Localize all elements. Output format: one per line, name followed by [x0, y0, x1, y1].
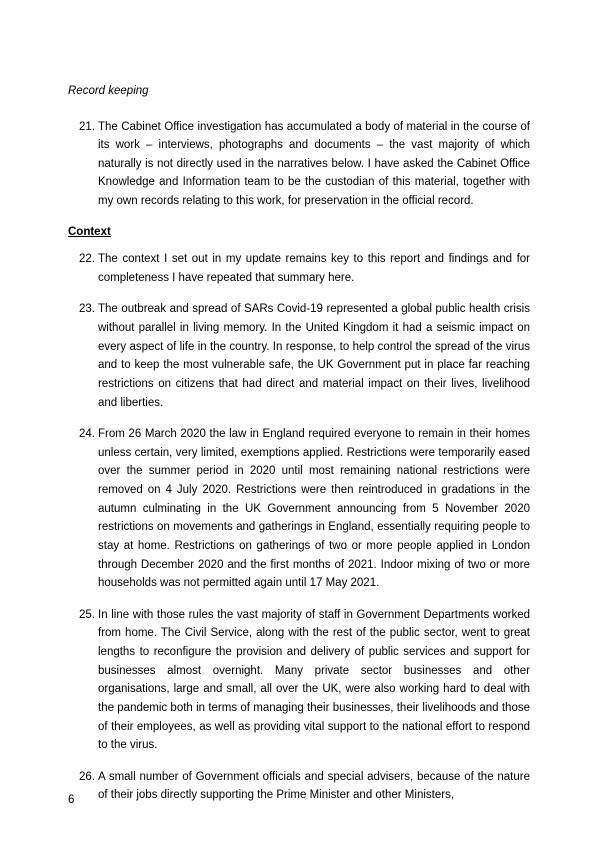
paragraph-22 — [68, 250, 530, 287]
paragraph-21-text: The Cabinet Office investigation has accumulated a body of material in the course of its work – interviews, photographs and documents – the vast majority of which naturally is not directly used in the narratives below. I have asked the Cabinet Office Knowledge and Information team to be the custodian of this material, together with my own records relating to this work, for preservation in the official record. — [98, 120, 530, 208]
paragraph-25-text: In line with those rules the vast majority of staff in Government Departments worked from home. The Civil Service, along with the rest of the public sector, went to great lengths to reconfigure the provision and delivery of public services and support for businesses almost overnight. Many private sector businesses and other organisations, large and small, all over the UK, were also working hard to deal with the pandemic both in terms of managing their businesses, their livelihoods and those of their employees, as well as providing vital support to the national effort to respond to the virus. — [98, 608, 530, 752]
paragraph-24-number: 24. — [79, 428, 95, 441]
paragraph-24 — [68, 425, 530, 593]
paragraph-23-text: The outbreak and spread of SARs Covid-19 represented a global public health crisis without parallel in living memory. In the United Kingdom it had a seismic impact on every aspect of life in the country. In response, to help control the spread of the virus and to keep the most vulnerable safe, the UK Government put in place far reaching restrictions on citizens that had direct and material impact on their lives, livelihood and liberties. — [98, 303, 530, 409]
heading-record-keeping: Record keeping — [68, 85, 149, 97]
paragraph-22-number: 22. — [79, 253, 95, 266]
paragraph-23-number: 23. — [79, 303, 95, 316]
paragraph-21-number: 21. — [79, 120, 95, 133]
paragraph-26 — [68, 768, 530, 805]
page-number: 6 — [68, 794, 75, 806]
paragraph-21 — [68, 118, 530, 211]
paragraph-25-number: 25. — [79, 608, 95, 621]
paragraph-22-text: The context I set out in my update remains key to this report and findings and for completeness I have repeated that summary here. — [98, 253, 530, 284]
paragraph-26-text: A small number of Government officials and special advisers, because of the nature of their jobs directly supporting the Prime Minister and other Ministers, — [98, 770, 530, 802]
heading-context: Context — [68, 225, 111, 238]
paragraph-26-number: 26. — [79, 770, 95, 783]
document-body — [68, 84, 530, 818]
paragraph-24-text: From 26 March 2020 the law in England required everyone to remain in their homes unless certain, very limited, exemptions applied. Restrictions were temporarily eased over the summer period in 2020 until most remaining national restrictions were removed on 4 July 2020. Restrictions were then reintroduced in gradations in the autumn culminating in the UK Government announcing from 5 November 2020 restrictions on movements and gatherings in England, essentially requiring people to stay at home. Restrictions on gatherings of two or more people applied in London through December 2020 and the first months of 2021. Indoor mixing of two or more households was not permitted again until 17 May 2021. — [98, 428, 530, 590]
paragraph-25 — [68, 606, 530, 755]
paragraph-23 — [68, 300, 530, 412]
